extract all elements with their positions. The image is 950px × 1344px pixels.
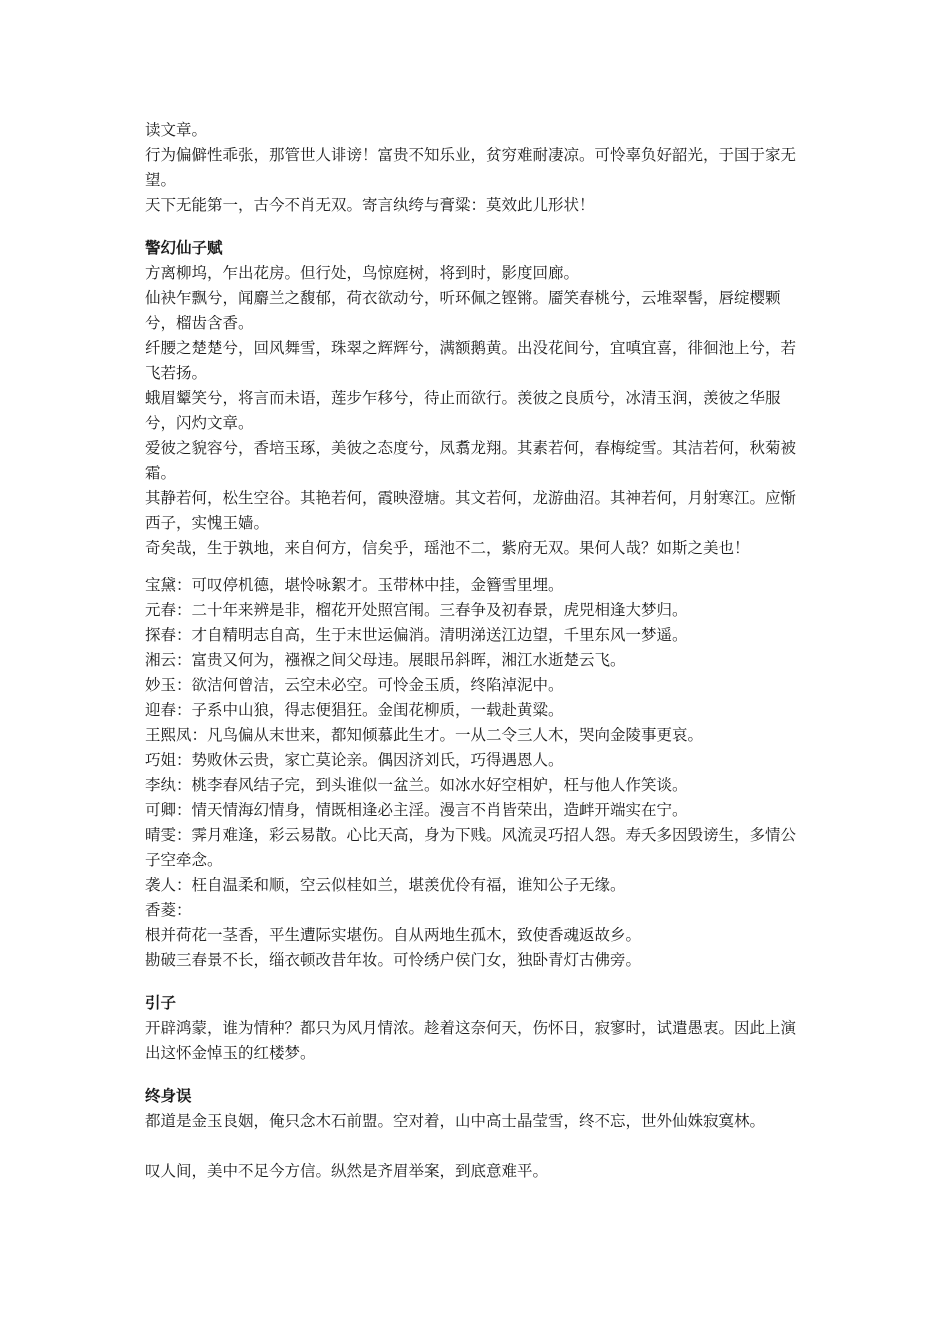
paragraph: 湘云：富贵又何为，襁褓之间父母违。展眼吊斜晖，湘江水逝楚云飞。 [145,651,626,669]
document-body [145,118,810,1184]
paragraph: 妙玉：欲洁何曾洁，云空未必空。可怜金玉质，终陷淖泥中。 [145,676,564,694]
paragraph: 纤腰之楚楚兮，回风舞雪，珠翠之辉辉兮，满额鹅黄。出没花间兮，宜嗔宜喜，徘徊池上兮，若飞若扬。 [145,339,797,382]
spacer [145,561,810,573]
paragraph: 巧姐：势败休云贵，家亡莫论亲。偶因济刘氏，巧得遇恩人。 [145,751,564,769]
section-yinzi [145,991,810,1066]
paragraph: 其静若何，松生空谷。其艳若何，霞映澄塘。其文若何，龙游曲沼。其神若何，月射寒江。应惭西子，实愧王嫱。 [145,489,797,532]
section-fu [145,236,810,561]
paragraph: 宝黛：可叹停机德，堪怜咏絮才。玉带林中挂，金簪雪里埋。 [145,576,564,594]
paragraph: 行为偏僻性乖张，那管世人诽谤！富贵不知乐业，贫穷难耐凄凉。可怜辜负好韶光，于国于家无望。 [145,146,797,189]
paragraph: 香菱： [145,901,192,919]
paragraph: 晴雯：霁月难逢，彩云易散。心比天高，身为下贱。风流灵巧招人怨。寿夭多因毁谤生，多情公子空牵念。 [145,826,797,869]
paragraph: 都道是金玉良姻，俺只念木石前盟。空对着，山中高士晶莹雪，终不忘，世外仙姝寂寞林。 [145,1112,766,1130]
paragraph: 方离柳坞，乍出花房。但行处，鸟惊庭树，将到时，影度回廊。 [145,264,580,282]
paragraph: 仙袂乍飘兮，闻麝兰之馥郁，荷衣欲动兮，听环佩之铿锵。靥笑春桃兮，云堆翠髻，唇绽樱颗兮，榴齿含香。 [145,289,781,332]
section-heading: 警幻仙子赋 [145,239,223,257]
paragraph: 探春：才自精明志自高，生于末世运偏消。清明涕送江边望，千里东风一梦遥。 [145,626,688,644]
section-zhongshenwu [145,1084,810,1184]
paragraph: 迎春：子系中山狼，得志便猖狂。金闺花柳质，一载赴黄粱。 [145,701,564,719]
paragraph: 李纨：桃李春风结子完，到头谁似一盆兰。如冰水好空相妒，枉与他人作笑谈。 [145,776,688,794]
paragraph: 可卿：情天情海幻情身，情既相逢必主淫。漫言不肖皆荣出，造衅开端实在宁。 [145,801,688,819]
paragraph: 天下无能第一，古今不肖无双。寄言纨绔与膏粱：莫效此儿形状！ [145,196,595,214]
paragraph: 读文章。 [145,121,208,139]
paragraph: 奇矣哉，生于孰地，来自何方，信矣乎，瑶池不二，紫府无双。果何人哉？如斯之美也！ [145,539,750,557]
paragraph: 王熙凤：凡鸟偏从末世来，都知倾慕此生才。一从二令三人木，哭向金陵事更哀。 [145,726,704,744]
paragraph: 爱彼之貌容兮，香培玉琢，美彼之态度兮，凤翥龙翔。其素若何，春梅绽雪。其洁若何，秋菊被霜。 [145,439,797,482]
paragraph: 元春：二十年来辨是非，榴花开处照宫闱。三春争及初春景，虎兕相逢大梦归。 [145,601,688,619]
paragraph: 开辟鸿蒙，谁为情种？都只为风月情浓。趁着这奈何天，伤怀日，寂寥时，试遣愚衷。因此上演出这怀金悼玉的红楼梦。 [145,1019,797,1062]
paragraph: 蛾眉颦笑兮，将言而未语，莲步乍移兮，待止而欲行。羡彼之良质兮，冰清玉润，羡彼之华服兮，闪灼文章。 [145,389,781,432]
paragraph: 袭人：枉自温柔和顺，空云似桂如兰，堪羡优伶有福，谁知公子无缘。 [145,876,626,894]
section-heading: 引子 [145,994,177,1012]
section-heading: 终身误 [145,1087,192,1105]
paragraph: 根并荷花一茎香，平生遭际实堪伤。自从两地生孤木，致使香魂返故乡。 [145,926,642,944]
section-judgments [145,573,810,973]
paragraph: 勘破三春景不长，缁衣顿改昔年妆。可怜绣户侯门女，独卧青灯古佛旁。 [145,951,642,969]
spacer [145,1134,810,1159]
section-intro [145,118,810,218]
paragraph: 叹人间，美中不足今方信。纵然是齐眉举案，到底意难平。 [145,1162,549,1180]
